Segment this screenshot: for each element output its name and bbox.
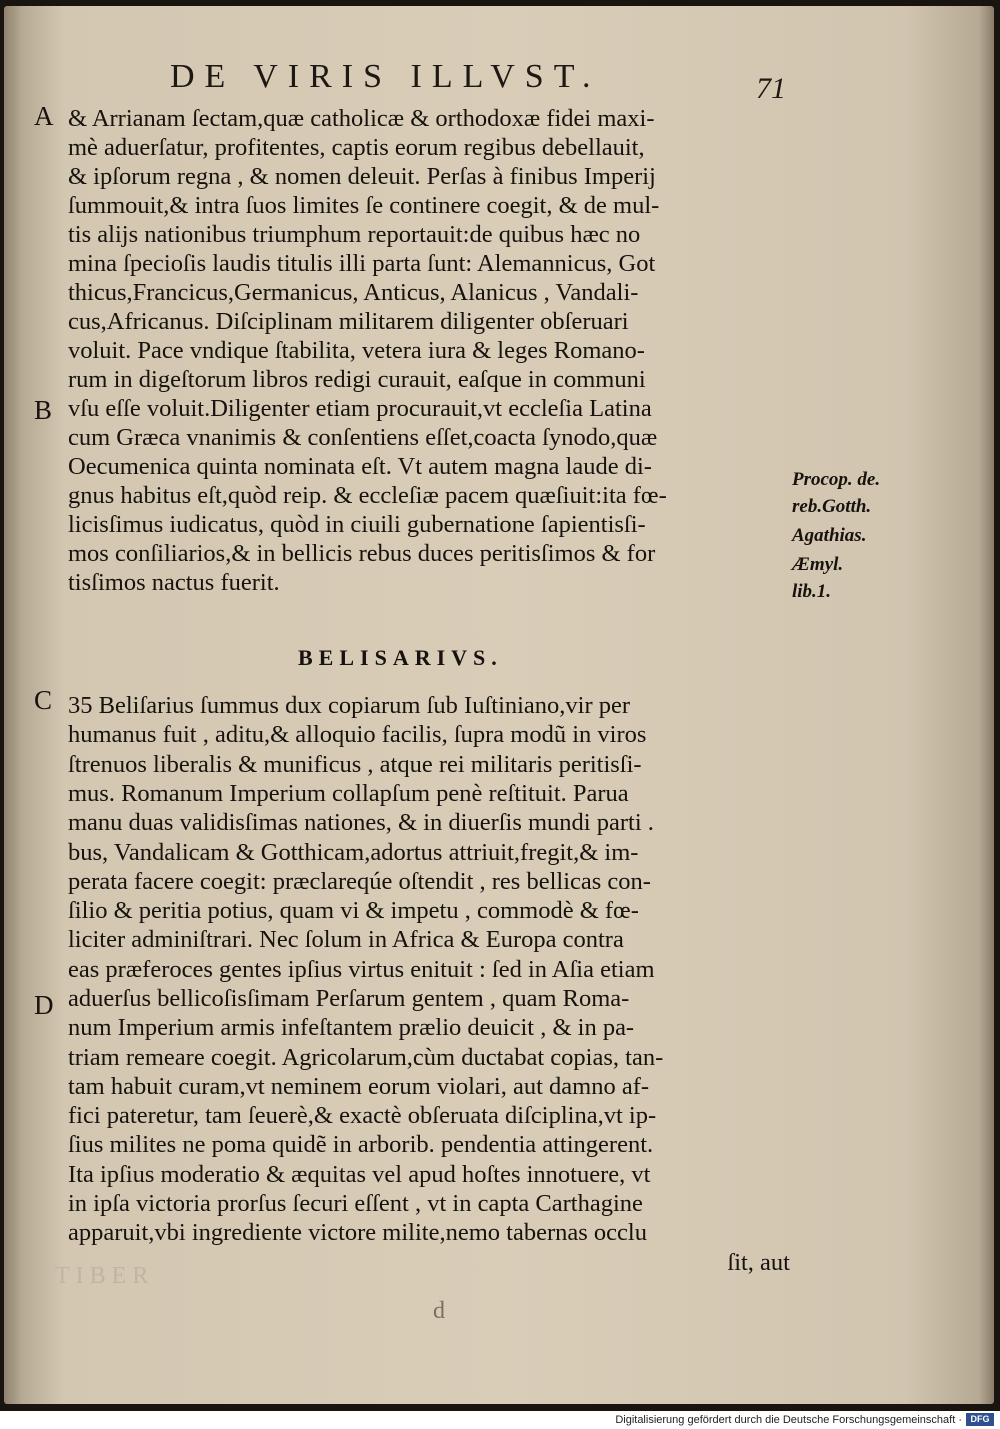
- text-line: apparuit,vbi ingrediente victore milite,nemo tabernas occlu: [68, 1219, 647, 1246]
- text-line: vſu eſſe voluit.Diligenter etiam procurauit,vt eccleſia Latina: [68, 395, 652, 422]
- text-line: perata facere coegit: præclareqúe oſtendit , res bellicas con-: [68, 868, 651, 895]
- section-title: BELISARIVS.: [298, 645, 503, 670]
- side-note: Procop. de.: [792, 469, 881, 490]
- text-line: thicus,Francicus,Germanicus, Anticus, Alanicus , Vandali-: [68, 279, 639, 306]
- text-line: & Arrianam ſectam,quæ catholicæ & orthodoxæ fidei maxi-: [68, 105, 655, 132]
- text-line: ſummouit,& intra ſuos limites ſe continere coegit, & de mul-: [68, 192, 660, 219]
- text-line: manu duas validisſimas nationes, & in diuerſis mundi parti .: [68, 809, 654, 836]
- text-line: mina ſpecioſis laudis titulis illi parta ſunt: Alemannicus, Got: [68, 250, 656, 277]
- text-line: triam remeare coegit. Agricolarum,cùm ductabat copias, tan-: [68, 1044, 664, 1071]
- page-number: 71: [756, 72, 786, 105]
- text-line: 35 Beliſarius ſummus dux copiarum ſub Iuſtiniano,vir per: [68, 692, 631, 719]
- text-line: mus. Romanum Imperium collapſum penè reſtituit. Parua: [68, 780, 629, 807]
- text-line: rum in digeſtorum libros redigi curauit, eaſque in communi: [68, 366, 646, 393]
- dfg-logo-icon: DFG: [966, 1413, 994, 1426]
- text-line: mè aduerſatur, profitentes, captis eorum regibus debellauit,: [68, 134, 645, 161]
- margin-marker-b: B: [34, 395, 53, 425]
- margin-marker-c: C: [34, 685, 53, 715]
- funding-credit: Digitalisierung gefördert durch die Deutsche Forschungsgemeinschaft ·: [615, 1414, 962, 1426]
- text-line: ſius milites ne poma quidẽ in arborib. pendentia attingerent.: [68, 1131, 654, 1158]
- text-line: ſilio & peritia potius, quam vi & impetu , commodè & fœ-: [68, 897, 639, 924]
- side-note: Æmyl.: [792, 554, 844, 575]
- text-line: licisſimus iudicatus, quòd in ciuili gubernatione ſapientisſi-: [68, 511, 646, 538]
- text-line: tam habuit curam,vt neminem eorum violari, aut damno af-: [68, 1073, 650, 1100]
- text-line: Ita ipſius moderatio & æquitas vel apud hoſtes innotuere, vt: [68, 1161, 651, 1188]
- text-line: mos conſiliarios,& in bellicis rebus duces peritisſimos & for: [68, 540, 656, 567]
- catchword-show-through: TIBER: [55, 1263, 155, 1289]
- running-head: DE VIRIS ILLVST.: [170, 58, 601, 95]
- text-line: & ipſorum regna , & nomen deleuit. Perſas à finibus Imperij: [68, 163, 656, 190]
- side-note: reb.Gotth.: [792, 496, 872, 517]
- text-line: cus,Africanus. Diſciplinam militarem diligenter obſeruari: [68, 308, 629, 335]
- text-line: in ipſa victoria prorſus ſecuri eſſent , vt in capta Carthagine: [68, 1190, 643, 1217]
- text-line: fici pateretur, tam ſeuerè,& exactè obſeruata diſciplina,vt ip-: [68, 1102, 657, 1129]
- text-line: tisſimos nactus fuerit.: [68, 569, 280, 596]
- margin-marker-a: A: [34, 101, 54, 131]
- side-note: Agathias.: [792, 525, 867, 546]
- text-line: eas præferoces gentes ipſius virtus enituit : ſed in Aſia etiam: [68, 956, 655, 983]
- text-line: num Imperium armis infeſtantem prælio deuicit , & in pa-: [68, 1014, 635, 1041]
- margin-marker-d: D: [34, 990, 54, 1020]
- signature-mark: d: [433, 1298, 445, 1324]
- side-note: lib.1.: [792, 581, 832, 602]
- text-line: tis alijs nationibus triumphum reportauit:de quibus hæc no: [68, 221, 641, 248]
- text-line: humanus fuit , aditu,& alloquio facilis, ſupra modũ in viros: [68, 721, 647, 748]
- text-line: ſtrenuos liberalis & munificus , atque rei militaris peritisſi-: [68, 751, 642, 778]
- text-line: cum Græca vnanimis & conſentiens eſſet,coacta ſynodo,quæ: [68, 424, 658, 451]
- text-line: liciter adminiſtrari. Nec ſolum in Africa & Europa contra: [68, 926, 624, 953]
- text-line: bus, Vandalicam & Gotthicam,adortus attriuit,fregit,& im-: [68, 839, 639, 866]
- text-line: Oecumenica quinta nominata eſt. Vt autem magna laude di-: [68, 453, 652, 480]
- text-line: voluit. Pace vndique ſtabilita, vetera iura & leges Romano-: [68, 337, 645, 364]
- text-line: gnus habitus eſt,quòd reip. & eccleſiæ pacem quæſiuit:ita fœ-: [68, 482, 667, 509]
- text-line-last: ſit, aut: [727, 1249, 790, 1276]
- text-line: aduerſus bellicoſisſimam Perſarum gentem , quam Roma-: [68, 985, 630, 1012]
